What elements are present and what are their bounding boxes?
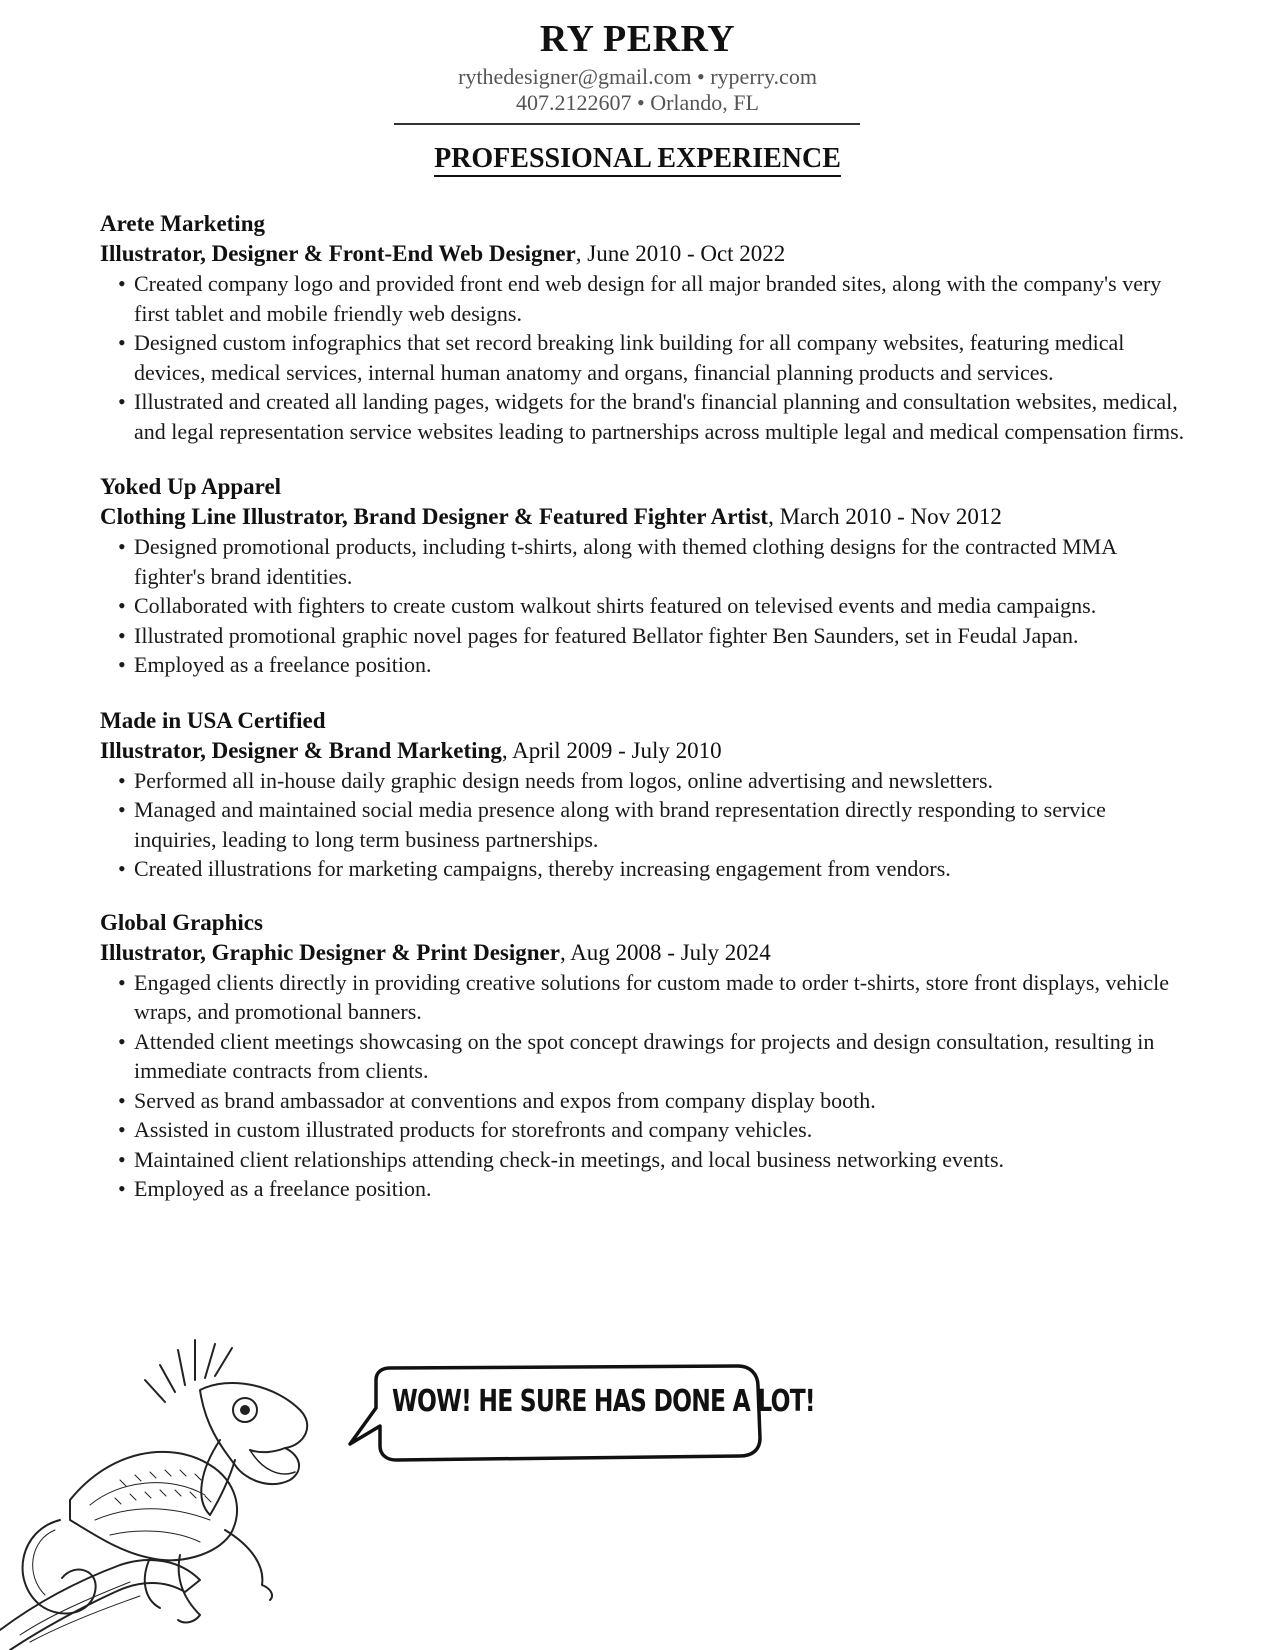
bullet-item: • Attended client meetings showcasing on the spot concept drawings for projects and design consultation, resulting in immediate contracts from clients.: [118, 1028, 1155, 1083]
job-entry: [100, 908, 1190, 1204]
bullet-dot: •: [118, 1176, 126, 1201]
bullet-item: • Performed all in-house daily graphic design needs from logos, online advertising and newsletters.: [100, 766, 1190, 796]
bullet-dot: •: [118, 389, 126, 414]
bullet-item: • Employed as a freelance position.: [100, 650, 1190, 680]
role-line: [100, 736, 1190, 766]
resume-header: [0, 14, 1275, 116]
bullet-item: • Managed and maintained social media presence along with brand representation directly responding to service inquiries, leading to long term business partnerships.: [118, 797, 1106, 852]
bullet-dot: •: [118, 767, 126, 793]
company-name: Made in USA Certified: [100, 707, 326, 733]
bullet-item: • Employed as a freelance position.: [100, 1174, 1190, 1204]
bullet-item: • Designed custom infographics that set record breaking link building for all company websites, featuring medical devices, medical services, internal human anatomy and organs, financial planning products and services.: [118, 330, 1125, 385]
bullet-item: • Created company logo and provided front end web design for all major branded sites, along with the company's very first tablet and mobile friendly web designs.: [118, 271, 1162, 326]
job-entry: [100, 706, 1190, 884]
experience-list: [100, 209, 1190, 1230]
role-line: [100, 502, 1190, 532]
job-dates: , Aug 2008 - July 2024: [559, 939, 771, 965]
bullet-dot: •: [118, 1087, 126, 1113]
job-bullets: [100, 968, 1190, 1204]
bullet-dot: •: [118, 622, 126, 648]
job-entry: [100, 472, 1190, 680]
job-dates: , March 2010 - Nov 2012: [768, 504, 1002, 529]
bullet-dot: •: [118, 330, 126, 355]
bullet-item: • Illustrated and created all landing pages, widgets for the brand's financial planning and consultation websites, medical, and legal representation service websites leading to partnerships across multiple legal and medical compensation firms.: [118, 389, 1185, 444]
job-entry: [100, 209, 1190, 446]
bullet-dot: •: [118, 856, 126, 881]
job-role: Illustrator, Designer & Front-End Web Designer: [100, 241, 576, 266]
bullet-dot: •: [118, 969, 126, 995]
header-divider: [394, 123, 860, 125]
job-role: Illustrator, Designer & Brand Marketing: [100, 737, 502, 763]
bullet-item: • Engaged clients directly in providing creative solutions for custom made to order t-shirts, store front displays, vehicle wraps, and promotional banners.: [118, 969, 1169, 1024]
bullet-dot: •: [118, 593, 126, 618]
contact-line-email-web: rythedesigner@gmail.com • ryperry.com: [458, 64, 817, 89]
job-role: Clothing Line Illustrator, Brand Designer & Featured Fighter Artist: [100, 504, 769, 529]
bullet-item: • Collaborated with fighters to create custom walkout shirts featured on televised events and media campaigns.: [100, 591, 1190, 621]
role-line: [100, 938, 1190, 968]
bullet-item: • Designed promotional products, including t-shirts, along with themed clothing designs for the contracted MMA fighter's brand identities.: [118, 534, 1116, 589]
bullet-item: • Assisted in custom illustrated products for storefronts and company vehicles.: [100, 1115, 1190, 1145]
section-title: PROFESSIONAL EXPERIENCE: [0, 141, 1275, 177]
bullet-item: • Maintained client relationships attending check-in meetings, and local business networking events.: [100, 1145, 1190, 1175]
bullet-dot: •: [118, 797, 126, 822]
job-dates: , April 2009 - July 2010: [501, 737, 722, 763]
job-dates: , June 2010 - Oct 2022: [575, 241, 786, 266]
iguana-illustration-icon: [0, 1330, 330, 1650]
contact-line-phone-location: 407.2122607 • Orlando, FL: [516, 90, 759, 115]
job-bullets: [100, 532, 1190, 680]
bullet-dot: •: [118, 1117, 126, 1142]
role-line: [100, 239, 1190, 269]
company-name: Global Graphics: [100, 909, 263, 935]
candidate-name: RY PERRY: [539, 18, 736, 60]
bullet-dot: •: [118, 1146, 126, 1172]
bullet-dot: •: [118, 652, 126, 677]
bullet-item: • Illustrated promotional graphic novel pages for featured Bellator fighter Ben Saunders, set in Feudal Japan.: [100, 621, 1190, 651]
bullet-dot: •: [118, 271, 126, 296]
company-name: Yoked Up Apparel: [100, 474, 282, 499]
speech-bubble-text: WOW! HE SURE HAS DONE A LOT!: [392, 1384, 815, 1419]
bullet-item: • Served as brand ambassador at conventions and expos from company display booth.: [100, 1086, 1190, 1116]
bullet-dot: •: [118, 534, 126, 559]
job-role: Illustrator, Graphic Designer & Print Designer: [100, 939, 560, 965]
job-bullets: [100, 269, 1190, 446]
bullet-item: • Created illustrations for marketing campaigns, thereby increasing engagement from vendors.: [100, 854, 1190, 884]
company-name: Arete Marketing: [100, 211, 265, 236]
bullet-dot: •: [118, 1028, 126, 1054]
job-bullets: [100, 766, 1190, 884]
